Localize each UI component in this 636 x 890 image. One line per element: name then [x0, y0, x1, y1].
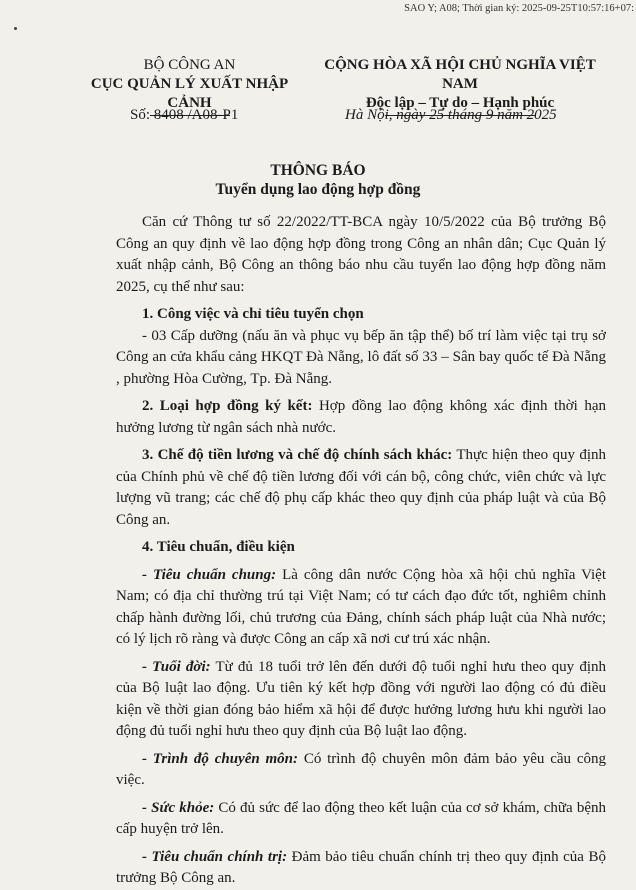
criterion-text: Có đủ sức để lao động theo kết luận của cơ sở khám, chữa bệnh cấp huyện trở lên.: [116, 799, 606, 837]
intro-paragraph: Căn cứ Thông tư số 22/2022/TT-BCA ngày 10/5/2022 của Bộ trưởng Bộ Công an quy định về lao động hợp đồng trong Công an nhân dân; Cục Quản lý xuất nhập cảnh, Bộ Công an thông báo nhu cầu tuyển lao động hợp đồng năm 2025, cụ thể như sau:: [116, 214, 606, 295]
criterion-label: - Tiêu chuẩn chung:: [142, 566, 277, 583]
department-name: CỤC QUẢN LÝ XUẤT NHẬP CẢNH: [90, 76, 289, 111]
criterion-political: [116, 847, 606, 890]
criterion-text: Từ đủ 18 tuổi trở lên đến dưới độ tuổi nghỉ hưu theo quy định của Bộ luật lao động. Ưu tiên ký kết hợp đồng với người lao động có đủ điều kiện về thời gian đóng bảo hiểm xã hội để được hưởng lương hưu khi người lao động đủ tuổi nghỉ hưu theo quy định của Bộ luật lao động.: [116, 658, 606, 739]
criterion-text: Có trình độ chuyên môn đảm bảo yêu cầu công việc.: [116, 750, 606, 788]
document-body: [116, 212, 606, 890]
criterion-text: Đảm bảo tiêu chuẩn chính trị theo quy định của Bộ trưởng Bộ Công an.: [116, 848, 606, 886]
criterion-text: Là công dân nước Cộng hòa xã hội chủ nghĩa Việt Nam; có địa chỉ thường trú tại Việt Nam; có tư cách đạo đức tốt, nghiêm chỉnh chấp hành đường lối, chủ trương của Đảng, chính sách pháp luật của Nhà nước; có lý lịch rõ ràng và được Công an cấp xã nơi cư trú xác nhận.: [116, 566, 606, 647]
document-title: THÔNG BÁO: [270, 162, 366, 179]
criterion-label: - Sức khỏe:: [142, 799, 215, 816]
section3-paragraph: [116, 445, 606, 531]
place-date: Hà Nội, ngày 25 tháng 9 năm 2025: [345, 107, 557, 123]
criterion-label: - Tiêu chuẩn chính trị:: [142, 848, 288, 865]
criterion-age: [116, 657, 606, 743]
section2-text: Hợp đồng lao động không xác định thời hạn hưởng lương từ ngân sách nhà nước.: [116, 398, 606, 436]
national-motto: Độc lập – Tự do – Hạnh phúc: [365, 95, 555, 111]
country-name: CỘNG HÒA XÃ HỘI CHỦ NGHĨA VIỆT NAM: [324, 57, 596, 92]
section2-paragraph: [116, 396, 606, 439]
document-number: Số: 8408 /A08-P1: [130, 107, 239, 123]
digital-signature-stamp: SAO Y; A08; Thời gian ký: 2025-09-25T10:57:16+07:: [404, 3, 634, 14]
criterion-qualification: [116, 749, 606, 792]
criterion-general: [116, 565, 606, 651]
criterion-label: - Trình độ chuyên môn:: [142, 750, 299, 767]
section2-label: 2. Loại hợp đồng ký kết:: [142, 398, 313, 414]
scan-speck: [14, 27, 17, 30]
section3-text: Thực hiện theo quy định của Chính phủ về chế độ tiền lương đối với cán bộ, công chức, viên chức và lực lượng vũ trang; các chế độ phụ cấp khác theo quy định của pháp luật và của Bộ Công an.: [116, 447, 606, 528]
ministry-name: BỘ CÔNG AN: [143, 57, 236, 73]
document-subtitle: Tuyển dụng lao động hợp đồng: [215, 181, 421, 198]
criterion-label: - Tuổi đời:: [142, 658, 211, 675]
section1-text: - 03 Cấp dưỡng (nấu ăn và phục vụ bếp ăn tập thể) bố trí làm việc tại trụ sở Công an cửa khẩu cảng HKQT Đà Nẵng, lô đất số 33 – Sân bay quốc tế Đà Nẵng , phường Hòa Cường, Tp. Đà Nẵng.: [116, 327, 606, 387]
section1-heading: 1. Công việc và chỉ tiêu tuyển chọn: [142, 306, 364, 322]
criterion-health: [116, 798, 606, 841]
section3-label: 3. Chế độ tiền lương và chế độ chính sách khác:: [142, 447, 453, 463]
section4-heading: 4. Tiêu chuẩn, điều kiện: [142, 539, 295, 555]
